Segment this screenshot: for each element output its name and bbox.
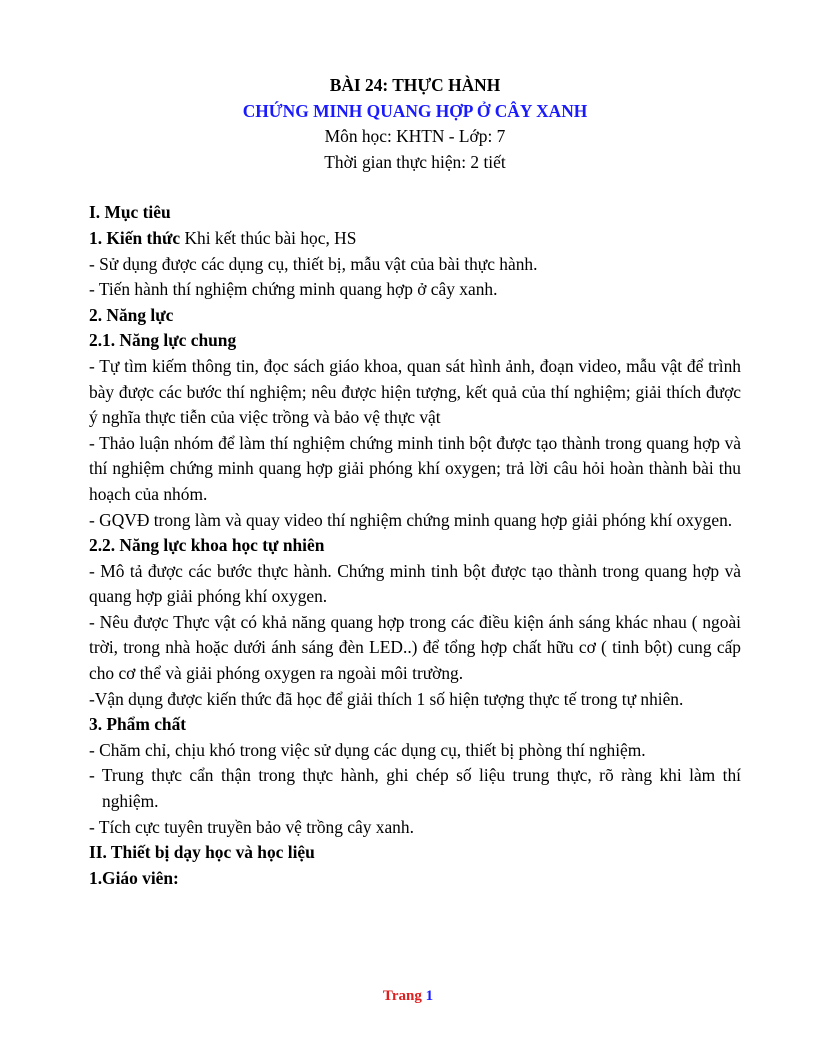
section-heading-equipment: II. Thiết bị dạy học và học liệu <box>89 842 315 863</box>
general-ability-item: - Tự tìm kiếm thông tin, đọc sách giáo khoa, quan sát hình ảnh, đoạn video, mẫu vật để trình bày được các bước thí nghiệm; nêu được hiện tượng, kết quả của thí nghiệm; giải thích được ý nghĩa thực tiễn của việc trồng và bảo vệ thực vật <box>89 355 741 428</box>
general-ability-item: - Thảo luận nhóm để làm thí nghiệm chứng minh tinh bột được tạo thành trong quang hợp và thí nghiệm chứng minh quang hợp giải phóng khí oxygen; trả lời câu hỏi hoàn thành bài thu hoạch của nhóm. <box>89 432 741 504</box>
page-footer <box>0 988 816 1005</box>
quality-item: - Chăm chỉ, chịu khó trong việc sử dụng các dụng cụ, thiết bị phòng thí nghiệm. <box>89 739 646 760</box>
quality-item-continuation: nghiệm. <box>102 791 159 812</box>
subject-line: Môn học: KHTN - Lớp: 7 <box>324 126 506 147</box>
quality-item: - Trung thực cẩn thận trong thực hành, ghi chép số liệu trung thực, rõ ràng khi làm thí <box>89 765 741 786</box>
knowledge-heading: 1. Kiến thức <box>89 227 181 248</box>
section-heading-objectives: I. Mục tiêu <box>89 202 171 223</box>
science-ability-item: -Vận dụng được kiến thức đã học để giải thích 1 số hiện tượng thực tế trong tự nhiên. <box>89 688 684 709</box>
science-ability-item: - Nêu được Thực vật có khả năng quang hợp trong các điều kiện ánh sáng khác nhau ( ngoài trời, trong nhà hoặc dưới ánh sáng đèn LED..) để tổng hợp chất hữu cơ ( tinh bột) cung cấp cho cơ thể và giải phóng oxygen ra ngoài môi trường. <box>89 611 741 684</box>
knowledge-item: - Tiến hành thí nghiệm chứng minh quang hợp ở cây xanh. <box>89 279 498 300</box>
duration-line: Thời gian thực hiện: 2 tiết <box>324 151 506 172</box>
general-ability-item: - GQVĐ trong làm và quay video thí nghiệm chứng minh quang hợp giải phóng khí oxygen. <box>89 509 733 530</box>
teacher-heading: 1.Giáo viên: <box>89 867 179 888</box>
science-ability-item: - Mô tả được các bước thực hành. Chứng minh tinh bột được tạo thành trong quang hợp và quang hợp giải phóng khí oxygen. <box>89 560 741 607</box>
lesson-subtitle: CHỨNG MINH QUANG HỢP Ở CÂY XANH <box>242 100 588 121</box>
quality-item: - Tích cực tuyên truyền bảo vệ trồng cây xanh. <box>89 816 414 837</box>
knowledge-intro: Khi kết thúc bài học, HS <box>180 227 357 248</box>
page-number: 1 <box>425 988 434 1004</box>
general-ability-heading: 2.1. Năng lực chung <box>89 330 237 351</box>
page-word: Trang <box>382 988 422 1004</box>
knowledge-item: - Sử dụng được các dụng cụ, thiết bị, mẫu vật của bài thực hành. <box>89 253 538 274</box>
knowledge-line <box>89 226 741 252</box>
lesson-title: BÀI 24: THỰC HÀNH <box>329 75 501 95</box>
document-body <box>89 73 741 891</box>
ability-heading: 2. Năng lực <box>89 304 174 325</box>
quality-heading: 3. Phẩm chất <box>89 714 187 735</box>
science-ability-heading: 2.2. Năng lực khoa học tự nhiên <box>89 535 325 556</box>
